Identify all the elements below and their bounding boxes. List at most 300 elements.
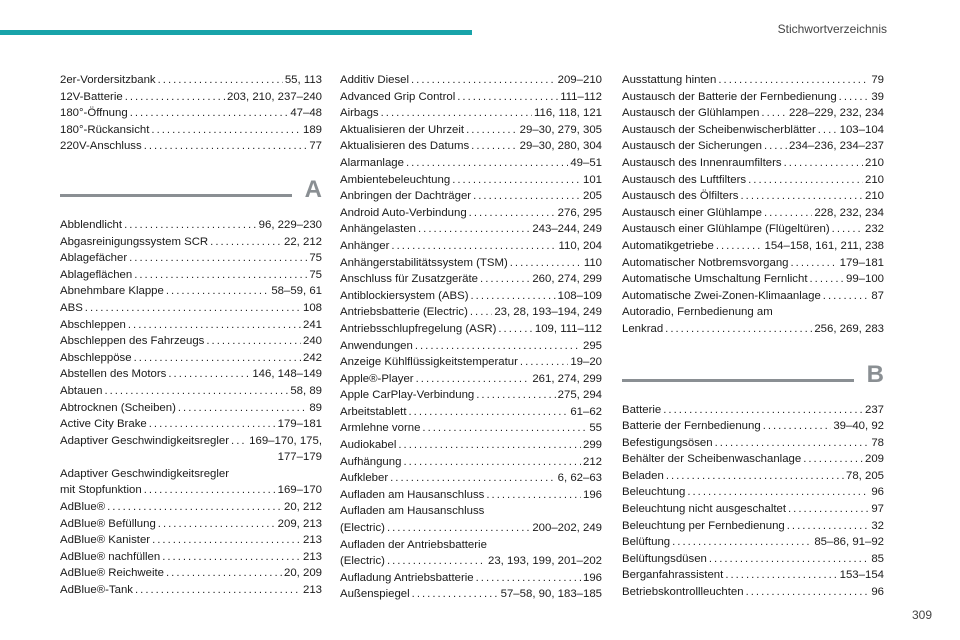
index-pages: 29–30, 280, 304 [519,140,602,153]
index-term: Automatischer Notbremsvorgang [622,256,789,269]
index-entry [60,105,322,122]
index-term: Ablagefächer [60,252,128,265]
dot-leader [206,333,301,350]
dot-leader [152,532,301,549]
dot-leader [406,155,568,172]
index-pages: 29–30, 279, 305 [519,123,602,136]
index-term: Anhänger [340,239,390,252]
index-pages: 96 [871,586,884,599]
dot-leader [470,304,492,321]
index-pages: 75 [309,252,322,265]
index-term: Ausstattung hinten [622,74,717,86]
index-term: Abschleppen des Fahrzeugs [60,335,205,348]
index-term: Automatische Umschaltung Fernlicht [622,273,808,286]
dot-leader [787,518,870,535]
index-term: Android Auto-Verbindung [340,206,467,219]
dot-leader [716,238,763,255]
index-entry [60,267,322,284]
dot-leader [666,468,844,485]
index-term: Arbeitstablett [340,405,407,418]
index-entry [60,516,322,533]
dot-leader [665,321,812,338]
index-term: Batterie der Fernbedienung [622,420,761,433]
index-pages: 57–58, 90, 183–185 [500,588,602,601]
dot-leader [418,221,530,238]
index-pages: 108 [302,301,322,314]
dot-leader [162,549,301,566]
index-entry [622,238,884,255]
index-entry [622,518,884,535]
index-pages: 47–48 [290,107,322,120]
list-a-end [340,570,602,603]
index-entry [340,454,602,471]
index-term: ABS [60,301,83,314]
index-entry [340,586,602,603]
index-pages: 295 [582,339,602,352]
dot-leader [130,105,289,122]
index-term: Beleuchtung [622,486,686,499]
index-pages: 210 [864,156,884,169]
index-pages: 169–170 [277,484,322,497]
index-term: (Electric) [340,555,385,568]
dot-leader [416,371,531,388]
index-entry [622,221,884,238]
index-term: Aufhängung [340,455,402,468]
index-pages: 196 [582,571,602,584]
index-entry [60,416,322,433]
index-entry [60,333,322,350]
index-term: Additiv Diesel [340,74,410,86]
index-pages: 203, 210, 237–240 [226,90,322,103]
index-entry [622,321,884,338]
dot-leader [125,89,225,106]
index-pages: 96, 229–230 [258,218,322,231]
dot-leader [128,317,301,334]
index-pages: 209–210 [557,74,602,86]
index-term: (Electric) [340,522,385,535]
index-pages: 196 [582,488,602,501]
index-entry [60,433,322,450]
index-entry [340,570,602,587]
dot-leader [168,366,250,383]
index-pages: 85–86, 91–92 [814,536,884,549]
index-entry [622,402,884,419]
index-entry [60,565,322,582]
index-term: Außenspiegel [340,588,410,601]
index-pages: 61–62 [570,405,602,418]
index-entry [60,350,322,367]
dot-leader [818,122,838,139]
index-term: Aufladen am Hausanschluss [340,488,485,501]
index-term: Aktualisieren der Uhrzeit [340,123,465,136]
index-entry [622,89,884,106]
list-a-final [622,72,884,304]
index-pages: 6, 62–63 [557,472,602,485]
index-term: Abtrocknen (Scheiben) [60,401,176,414]
index-pages: 242 [302,351,322,364]
index-pages: 85 [871,552,884,565]
index-pages: 78 [871,436,884,449]
index-entry [340,321,602,338]
index-term: Audiokabel [340,439,397,452]
index-term: Adaptiver Geschwindigkeitsregler [60,434,230,447]
dot-leader [471,138,518,155]
index-pages: 109, 111–112 [534,322,602,335]
index-entry [60,122,322,139]
index-entry [622,551,884,568]
index-term: Austausch des Ölfilters [622,190,739,203]
dot-leader [498,321,532,338]
index-entry-multiline [340,520,602,537]
index-pages: 228, 232, 234 [814,206,884,219]
index-entry [622,451,884,468]
index-pages: 78, 205 [845,469,884,482]
dot-leader [104,383,288,400]
index-term: Abschleppen [60,318,126,331]
index-pages: 79 [871,74,884,86]
index-entry [60,283,322,300]
index-term: Austausch der Sicherungen [622,140,762,153]
index-entry [340,271,602,288]
list-intro [60,72,322,155]
index-pages: 256, 269, 283 [814,322,884,335]
index-entry [622,418,884,435]
index-entry-line: Aufladen der Antriebsbatterie [340,538,487,551]
index-entry [622,567,884,584]
dot-leader [178,400,307,417]
index-pages: 240 [302,335,322,348]
index-entry [60,250,322,267]
index-term: AdBlue® nachfüllen [60,550,161,563]
dot-leader [832,221,863,238]
index-pages: 210 [864,173,884,186]
index-pages: 276, 295 [557,206,602,219]
dot-leader [457,89,558,106]
index-entry [60,532,322,549]
dot-leader [687,484,869,501]
page-number: 309 [911,608,932,622]
index-entry [340,288,602,305]
index-entry [340,105,602,122]
index-entry [60,549,322,566]
dot-leader [403,454,581,471]
index-pages: 111–112 [560,90,602,103]
section-divider [60,194,292,197]
index-term: AdBlue®-Tank [60,584,133,597]
section-header-b [622,360,884,402]
dot-leader [411,72,556,89]
index-pages: 179–181 [839,256,884,269]
dot-leader [149,416,276,433]
index-term: 180°-Rückansicht [60,123,150,136]
index-pages: 261, 274, 299 [532,372,602,385]
index-pages: 299 [582,439,602,452]
index-entry [60,499,322,516]
index-pages: 116, 118, 121 [534,107,602,120]
index-term: Anbringen der Dachträger [340,190,472,203]
index-entry [622,72,884,89]
dot-leader [387,520,530,537]
index-term: Anhängerstabilitätssystem (TSM) [340,256,508,269]
index-entry [340,304,602,321]
index-pages: 89 [309,401,322,414]
index-entry [622,501,884,518]
index-term: Automatikgetriebe [622,239,714,252]
index-entry [60,300,322,317]
index-term: Antiblockiersystem (ABS) [340,289,469,302]
dot-leader [381,105,532,122]
index-term: Belüftungsdüsen [622,552,707,565]
index-term: Befestigungsösen [622,436,713,449]
index-term: Austausch einer Glühlampe (Flügeltüren) [622,223,830,236]
index-term: Apple®-Player [340,372,414,385]
index-pages: 237 [864,403,884,416]
index-pages: 234–236, 234–237 [788,140,884,153]
index-entry [60,582,322,599]
index-pages: 205 [582,190,602,203]
index-pages: 153–154 [839,569,884,582]
index-term: Austausch der Glühlampen [622,107,760,120]
index-entry [622,534,884,551]
dot-leader [134,350,301,367]
header-accent-bar [0,30,472,35]
index-term: Aktualisieren des Datums [340,140,470,153]
index-pages: 154–158, 161, 211, 238 [764,239,884,252]
index-term: Belüftung [622,536,671,549]
index-term: Behälter der Scheibenwaschanlage [622,453,802,466]
index-entry [622,468,884,485]
index-pages: 55 [589,422,602,435]
index-entry [340,553,602,570]
index-term: Advanced Grip Control [340,90,456,103]
dot-leader [415,338,581,355]
index-pages: 146, 148–149 [252,368,322,381]
dot-leader [390,470,556,487]
index-pages: 39 [871,90,884,103]
index-pages: 260, 274, 299 [532,273,602,286]
dot-leader [480,271,530,288]
dot-leader [476,570,581,587]
index-entry-multiline [340,553,602,570]
index-pages: 19–20 [570,356,602,369]
dot-leader [158,516,276,533]
index-term: AdBlue® Kanister [60,534,151,547]
index-pages: 179–181 [277,418,322,431]
index-term: Beladen [622,469,664,482]
index-entry [622,255,884,272]
index-term: Beleuchtung nicht ausgeschaltet [622,503,787,516]
dot-leader [85,300,301,317]
dot-leader [788,501,869,518]
index-term: Betriebskontrollleuchten [622,586,744,599]
index-pages: 49–51 [570,156,602,169]
dot-leader [746,584,870,601]
index-entry [340,437,602,454]
index-entry [340,404,602,421]
dot-leader [725,567,837,584]
index-entry [340,470,602,487]
index-pages: 97 [871,503,884,516]
section-letter: A [304,175,322,203]
index-pages: 213 [302,584,322,597]
index-entry [60,366,322,383]
index-pages: 228–229, 232, 234 [788,107,884,120]
index-pages: 110, 204 [558,239,602,252]
dot-leader [398,437,581,454]
dot-leader [144,138,308,155]
dot-leader [663,402,863,419]
index-entry-multiline [60,482,322,499]
index-term: Antriebsschlupfregelung (ASR) [340,322,497,335]
index-term: Austausch der Batterie der Fernbedienung [622,90,837,103]
dot-leader [764,138,787,155]
dot-leader [803,451,863,468]
index-entry [340,188,602,205]
section-letter: B [866,360,884,388]
index-term: Anzeige Kühlflüssigkeitstemperatur [340,356,518,369]
index-term: 12V-Batterie [60,90,123,103]
dot-leader [748,172,863,189]
index-entry [60,138,322,155]
index-pages: 101 [582,173,602,186]
index-term: Abschleppöse [60,351,132,364]
section-divider [622,379,854,382]
dot-leader [810,271,844,288]
index-term: Ambientebeleuchtung [340,173,451,186]
index-pages: 103–104 [839,123,884,136]
list-a-part1 [60,217,322,449]
index-entry [340,238,602,255]
index-term: Ablageflächen [60,268,133,281]
index-term: Beleuchtung per Fernbedienung [622,519,785,532]
index-pages: 75 [309,268,322,281]
index-pages: 58, 89 [290,384,322,397]
index-entry [60,89,322,106]
index-term: Alarmanlage [340,156,404,169]
index-term: AdBlue® Befüllung [60,517,156,530]
dot-leader [823,288,870,305]
index-term: Active City Brake [60,418,147,431]
dot-leader [520,354,568,371]
dot-leader [408,404,568,421]
index-term: Anschluss für Zusatzgeräte [340,273,479,286]
dot-leader [791,255,838,272]
index-entry [340,354,602,371]
page-header-title: Stichwortverzeichnis [777,22,887,36]
index-pages: 23, 193, 199, 201–202 [487,555,602,568]
dot-leader [231,433,247,450]
index-column-3 [622,72,884,601]
index-pages: 189 [302,123,322,136]
index-term: Lenkrad [622,322,664,335]
index-entry [622,584,884,601]
index-pages: 212 [582,455,602,468]
section-header-a [60,175,322,217]
dot-leader [412,586,499,603]
index-column-2 [340,72,602,603]
index-entry [340,89,602,106]
index-term: Aufkleber [340,472,389,485]
index-entry [340,221,602,238]
index-entry [340,371,602,388]
index-term: Antriebsbatterie (Electric) [340,306,468,319]
index-term: Abnehmbare Klappe [60,285,164,298]
index-term: 220V-Anschluss [60,140,142,153]
index-entry-line: Adaptiver Geschwindigkeitsregler [60,467,230,480]
dot-leader [486,487,581,504]
dot-leader [422,420,587,437]
dot-leader [107,499,282,516]
index-entry [622,105,884,122]
dot-leader [764,205,812,222]
index-term: 180°-Öffnung [60,107,128,120]
index-pages: 213 [302,534,322,547]
dot-leader [124,217,257,234]
index-term: Apple CarPlay-Verbindung [340,389,475,402]
index-entry [340,205,602,222]
index-entry [622,205,884,222]
dot-leader [452,172,581,189]
index-term: 2er-Vordersitzbank [60,74,156,86]
dot-leader [718,72,869,89]
index-entry [622,271,884,288]
index-pages: 23, 28, 193–194, 249 [494,306,602,319]
index-term: Abblendlicht [60,218,123,231]
index-entry [340,138,602,155]
dot-leader [134,267,307,284]
index-term: Abgasreinigungssystem SCR [60,235,209,248]
index-pages: 169–170, 175, [249,434,322,447]
dot-leader [839,89,870,106]
index-entry [622,435,884,452]
dot-leader [715,435,870,452]
index-term: Batterie [622,403,662,416]
index-entry [340,122,602,139]
index-term: AdBlue® Reichweite [60,567,165,580]
dot-leader [210,234,282,251]
index-pages: 232 [864,223,884,236]
dot-leader [469,205,556,222]
dot-leader [129,250,307,267]
index-column-1 [60,72,322,599]
index-entry [622,288,884,305]
index-entry [622,188,884,205]
index-term: Armlehne vorne [340,422,421,435]
index-term: Austausch des Innenraumfilters [622,156,782,169]
index-pages: 210 [864,190,884,203]
dot-leader [476,387,555,404]
index-entry [622,122,884,139]
list-a-part2 [60,499,322,599]
index-entry [340,172,602,189]
index-entry [340,155,602,172]
index-pages: 96 [871,486,884,499]
list-a-cont [340,72,602,503]
dot-leader [391,238,556,255]
index-entry [60,482,322,499]
index-pages: 213 [302,550,322,563]
dot-leader [471,288,556,305]
index-pages: 275, 294 [557,389,602,402]
index-entry [340,387,602,404]
index-entry [60,383,322,400]
index-pages: 200–202, 249 [532,522,602,535]
index-term: Abtauen [60,384,103,397]
dot-leader [151,122,301,139]
index-entry [340,72,602,89]
dot-leader [510,255,582,272]
index-pages: 241 [302,318,322,331]
